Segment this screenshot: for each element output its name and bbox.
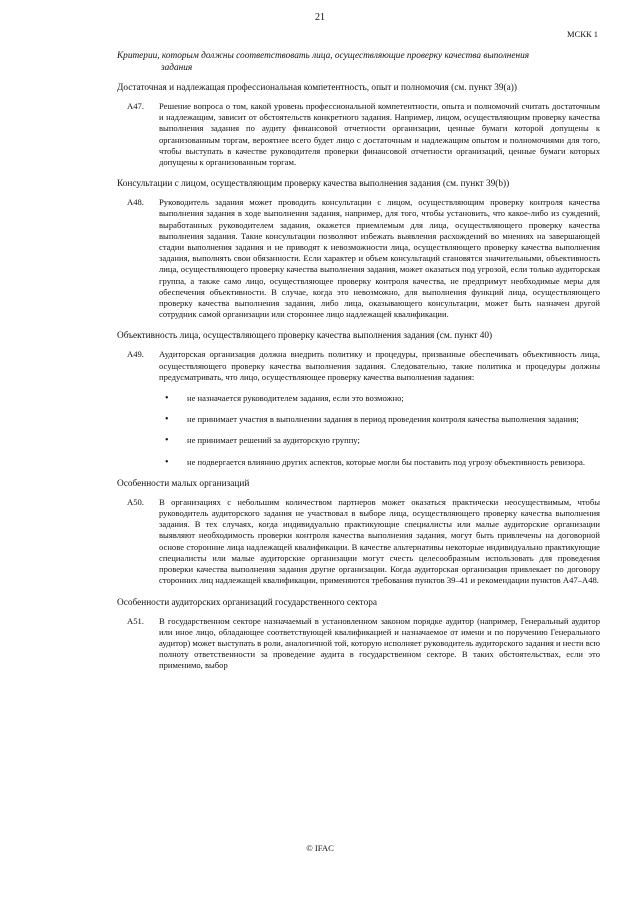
footer-copyright: © IFAC xyxy=(306,843,334,853)
paragraph-a51 xyxy=(117,616,600,672)
paragraph-text: Решение вопроса о том, какой уровень профессиональной компетентности, опыта и полномочий считать достаточным и надлежащим, зависит от обстоятельств конкретного задания. Например, лицом, осуществляющим проверку качества выполнения задания по аудиту финансовой отчетности организации, ценные бумаги которой допущены к организованным торгам, вероятнее всего будет лицо с достаточным и надлежащим опытом и полномочиями для того, чтобы выступать в качестве руководителя проверки финансовой отчетности организаций, ценные бумаги которых допущены к организованным торгам. xyxy=(159,101,600,168)
heading-competence: Достаточная и надлежащая профессиональная компетентность, опыт и полномочия (см. пункт 39(a)) xyxy=(117,83,517,93)
paragraph-text: В организациях с небольшим количеством партнеров может оказаться практически неосуществимым, чтобы руководитель аудиторского задания не участвовал в выборе лица, осуществляющего проверку качества выполнения задания. В тех случаях, когда индивидуально практикующие специалисты или малые аудиторские организации выявляют необходимость проверки контроля качества выполнения задания, могут быть привлечены на договорной основе сторонние лица надлежащей квалификации. В качестве альтернативы некоторые индивидуально практикующие специалисты или малые аудиторские организации могут счесть целесообразным использовать для проведения проверки качества выполнения задания другие организации. Когда аудиторская организация привлекает по договору сторонних лиц надлежащей квалификации, применяются требования пунктов 39–41 и рекомендации пунктов A47–A48. xyxy=(159,496,600,586)
paragraph-a50 xyxy=(117,497,600,587)
paragraph-number: A47. xyxy=(127,101,144,111)
page-number: 21 xyxy=(315,12,325,23)
bullet-icon: • xyxy=(165,414,169,426)
paragraph-a47 xyxy=(117,101,600,168)
paragraph-text: В государственном секторе назначаемый в установленном законом порядке аудитор (например, Генеральный аудитор или иное лицо, обладающее соответствующей квалификацией и назначаемое от имени и по поручению Генерального аудитор) может выступать в роли, аналогичной той, которую исполняет руководитель аудиторского задания и нести всю полноту ответственности за проведение аудита в государственном секторе. В таких обстоятельствах, если это применимо, выбор xyxy=(159,615,600,671)
list-item: • не принимает решений за аудиторскую группу; xyxy=(159,435,600,446)
heading-small-entities: Особенности малых организаций xyxy=(117,478,250,489)
subtitle-line-1: Критерии, которым должны соответствовать лица, осуществляющие проверку качества выполнения xyxy=(117,51,530,61)
subtitle-line-2: задания xyxy=(161,63,193,73)
list-item: • не подвергается влиянию других аспектов, которые могли бы поставить под угрозу объективность ревизора. xyxy=(159,457,600,468)
paragraph-number: A48. xyxy=(127,197,144,208)
list-item: • не назначается руководителем задания, если это возможно; xyxy=(159,393,600,404)
paragraph-number: A50. xyxy=(127,496,144,507)
paragraph-text: Руководитель задания может проводить консультации с лицом, осуществляющим проверку контроля качества выполнения задания в ходе выполнения задания, например, для того, чтобы установить, что какое-либо из суждений, выработанных руководителем задания, окажется приемлемым для лица, осуществляющего проверку качества выполнения задания. Такие консультации позволяют избежать выявления расхождений во мнениях на завершающей стадии выполнения задания и не приводят к невозможности лица, осуществляющего проверку качества выполнения задания, выполнять свои обязанности. Если характер и объем консультаций становятся значительными, объективность лица, осуществляющего проверку качества выполнения задания, может оказаться под угрозой, если только аудиторская группа, а также само лицо, осуществляющее проверку контроля качества, не предпримут необходимые меры для обеспечения объективности. В случае, когда это невозможно, для выполнения функций лица, осуществляющего проверку качества выполнения задания, либо лица, оказывающего консультации, может быть назначен другой сотрудник самой организации или стороннее лицо надлежащей квалификации. xyxy=(159,197,600,320)
paragraph-a49 xyxy=(117,349,600,389)
section-subtitle xyxy=(117,50,600,74)
heading-objectivity: Объективность лица, осуществляющего проверку качества выполнения задания (см. пункт 40) xyxy=(117,331,493,342)
paragraph-a48 xyxy=(117,197,600,320)
bullet-icon: • xyxy=(165,456,169,468)
heading-public-sector: Особенности аудиторских организаций государственного сектора xyxy=(117,597,377,608)
paragraph-number: A51. xyxy=(127,615,144,626)
bullet-icon: • xyxy=(165,393,169,405)
paragraph-number: A49. xyxy=(127,349,144,360)
bullet-list xyxy=(159,393,600,468)
list-item: • не принимает участия в выполнении задания в период проведения контроля качества выполнения задания; xyxy=(159,414,600,425)
bullet-icon: • xyxy=(165,435,169,447)
paragraph-text: Аудиторская организация должна внедрить политику и процедуры, призванные обеспечивать объективность лица, осуществляющего проверку качества выполнения задания. Следовательно, такие политика и процедуры должны предусматривать, что лицо, осуществляющее проверку качества выполнения задания: xyxy=(159,349,600,382)
standard-label: МСКК 1 xyxy=(567,29,598,39)
heading-consultations: Консультации с лицом, осуществляющим проверку качества выполнения задания (см. пункт 39(b)) xyxy=(117,179,510,190)
page-content xyxy=(117,50,600,682)
